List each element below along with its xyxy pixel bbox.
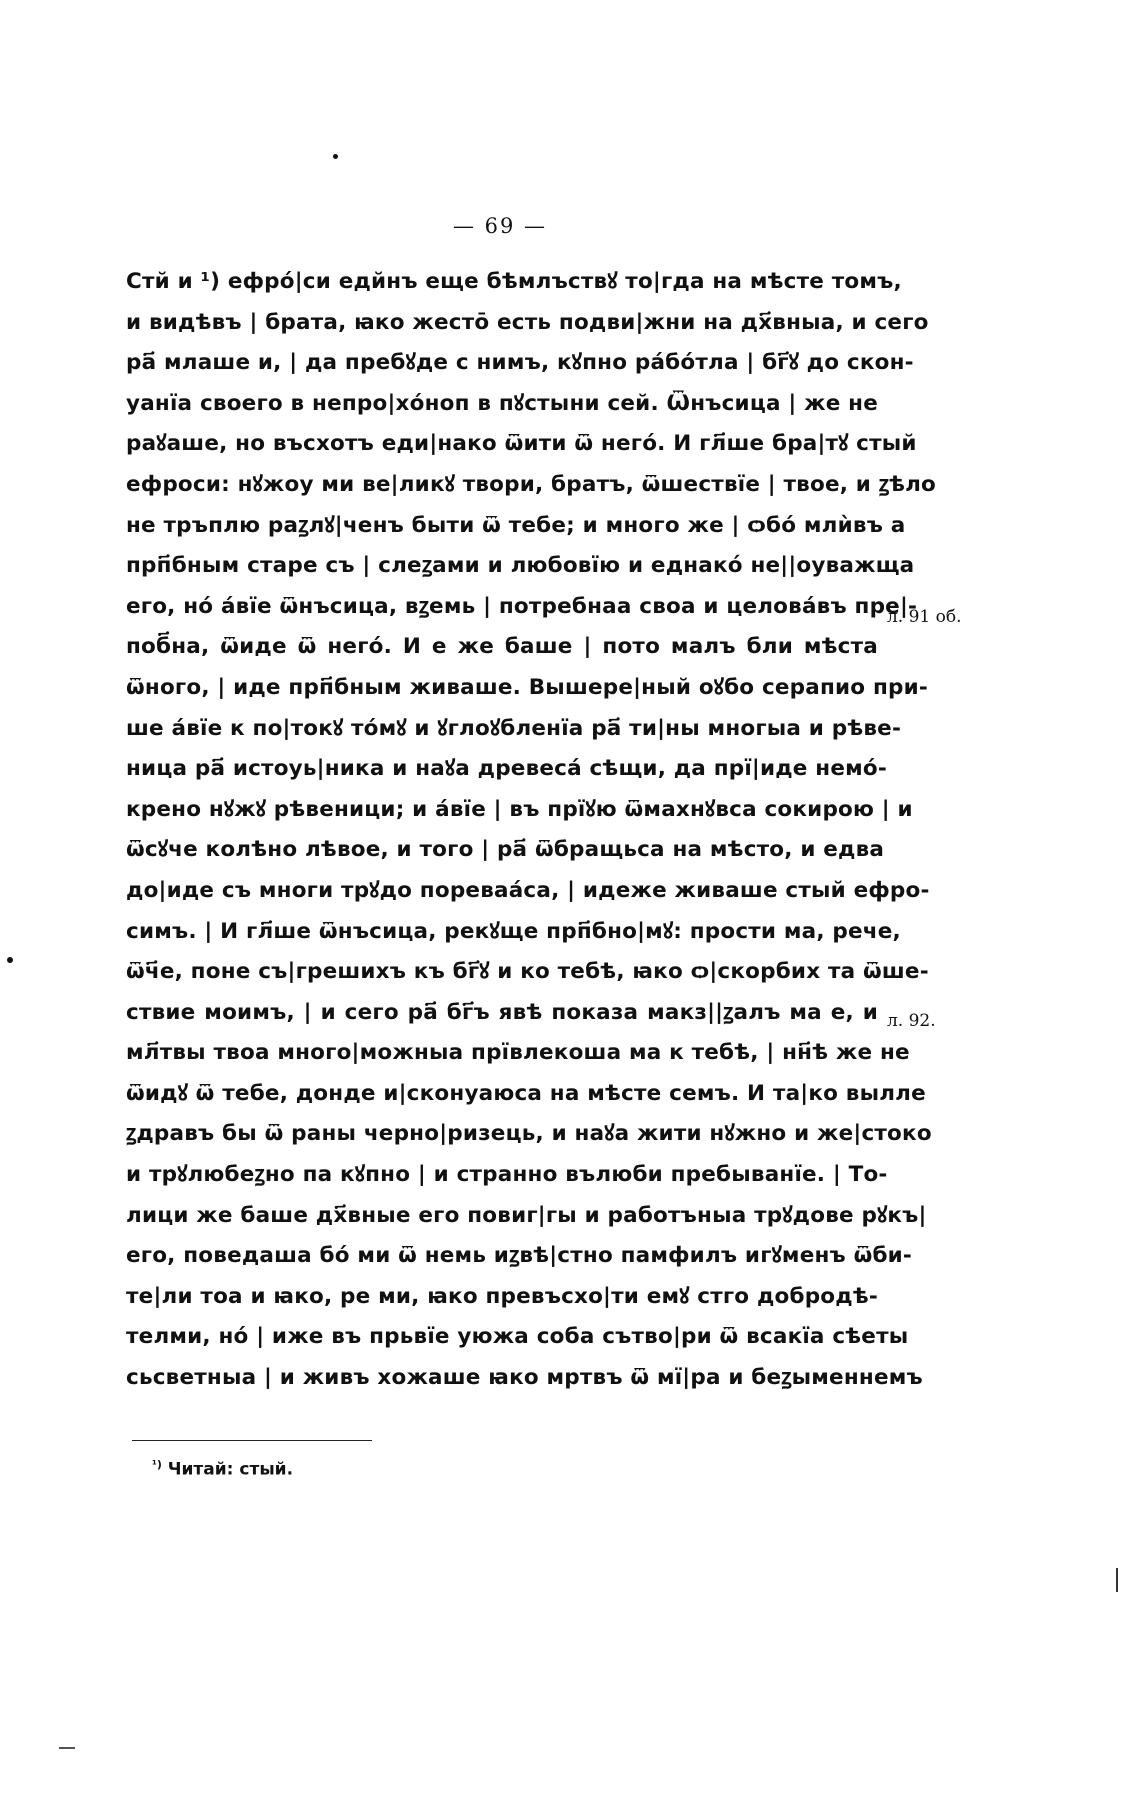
text-line: ѿсꙋче колѣно лѣвое, и того | ра҃ ѿбращьса на мѣсто, и едва: [126, 837, 885, 863]
text-line: его, но́ а́вїе ѿнъсица, вꙁемь | потребнаа своа и целова́въ пре|-: [126, 593, 918, 619]
footnote-marker: ¹): [152, 1458, 162, 1471]
footnote-text: Читай: стый.: [167, 1459, 294, 1480]
text-line: симъ. | И гл҃ше ѿнъсица, рекꙋще прп҃бно|мꙋ: прости ма, рече,: [126, 918, 901, 944]
text-line: ѿидꙋ ѿ тебе, донде и|сконуаюса на мѣсте семъ. И та|ко вылле: [126, 1080, 926, 1106]
footnote-divider: [132, 1440, 372, 1441]
text-line: ꙁдравъ бы ѿ раны черно|ризець, и наꙋа жити нꙋжно и же|стоко: [126, 1121, 932, 1147]
text-line: ра҃ млаше и, | да пребꙋде с нимъ, кꙋпно ра́бо́тла | бг҃ꙋ до скон-: [126, 350, 914, 376]
edge-mark-right: [1116, 1568, 1118, 1592]
text-line: до|иде съ многи трꙋдо пореваа́са, | идеже живаше стый ефро-: [126, 877, 930, 903]
text-line: ствие моимъ, | и сего ра҃ бг҃ъ явѣ показа макз||ꙁалъ ма е, и: [126, 999, 878, 1025]
ink-speck: [333, 154, 338, 159]
ink-speck-left: [7, 957, 13, 963]
page-number: — 69 —: [452, 214, 548, 238]
text-line: раꙋаше, но въсхотъ еди|нако ѿити ѿ него́. И гл҃ше бра|тꙋ стый: [126, 431, 917, 457]
text-line: ница ра҃ истоуь|ника и наꙋа древеса́ сѣщи, да прї|иде немо́-: [126, 756, 887, 782]
text-line: и видѣвъ | брата, ꙗко жестō есть подви|жни на дх҃вныа, и сего: [126, 309, 929, 335]
text-line: ѿного, | иде прп҃бным живаше. Вышере|ный оꙋбо серапио при-: [126, 674, 928, 700]
footnote: [152, 1458, 293, 1480]
text-line: мл҃твы твоа много|можныа прївлекоша ма к тебѣ, | нн҃ѣ же не: [126, 1040, 910, 1066]
text-line: телми, но́ | иже въ прьвїе уюжа соба сътво|ри ѿ всакїа сѣеты: [126, 1324, 909, 1350]
margin-note-folio-92: л. 92.: [887, 1011, 936, 1031]
text-line: поб҃на, ѿиде ѿ него́. И е же баше | пото малъ бли мѣста: [126, 634, 878, 660]
edge-mark-bottom: [59, 1747, 75, 1749]
text-line: сьсветныа | и живъ хожаше ꙗко мртвъ ѿ мї|ра и беꙁыменнемъ: [126, 1365, 923, 1391]
text-line: те|ли тоа и ꙗко, ре ми, ꙗко превъсхо|ти емꙋ стго добродѣ-: [126, 1283, 878, 1309]
text-line: его, поведаша бо́ ми ѿ немь иꙁвѣ|стно памфилъ игꙋменъ ѿби-: [126, 1243, 913, 1269]
text-line: ше а́вїе к по|токꙋ то́мꙋ и ꙋглоꙋбленїа ра҃ ти|ны многыа и рѣве-: [126, 715, 902, 741]
text-line: уанїа своего в непро|хо́ноп в пꙋстыни сей. Ѿнъсица | же не: [126, 390, 878, 416]
text-line: крено нꙋжꙋ рѣвеници; и а́вїе | въ прїꙋю ѿмахнꙋвса сокирою | и: [126, 796, 913, 822]
text-line: Стй и ¹) ефро́|си едйнъ еще бѣмлъствꙋ то|гда на мѣсте томъ,: [126, 269, 902, 294]
text-line: не тръплю раꙁлꙋ|ченъ быти ѿ тебе; и много же | ѻбо́ млѝвъ а: [126, 512, 906, 538]
text-line: и трꙋлюбеꙁно па кꙋпно | и странно вълюби пребыванїе. | То-: [126, 1162, 888, 1188]
text-line: лици же баше дх҃вные его повиг|гы и работъныа трꙋдове рꙋкъ|: [126, 1202, 927, 1228]
text-line: прп҃бным старе съ | слеꙁами и любовїю и еднакó не||оуважща: [126, 553, 915, 579]
text-line: ефроси: нꙋжоу ми ве|ликꙋ твори, братъ, ѿшествїе | твое, и ꙁѣло: [126, 471, 937, 497]
text-line: ѿч҃е, поне съ|грешихъ къ бг҃ꙋ и ко тебѣ, ꙗко ѻ|скорбих та ѿше-: [126, 959, 929, 985]
margin-note-folio-91v: л. 91 об.: [887, 607, 962, 627]
